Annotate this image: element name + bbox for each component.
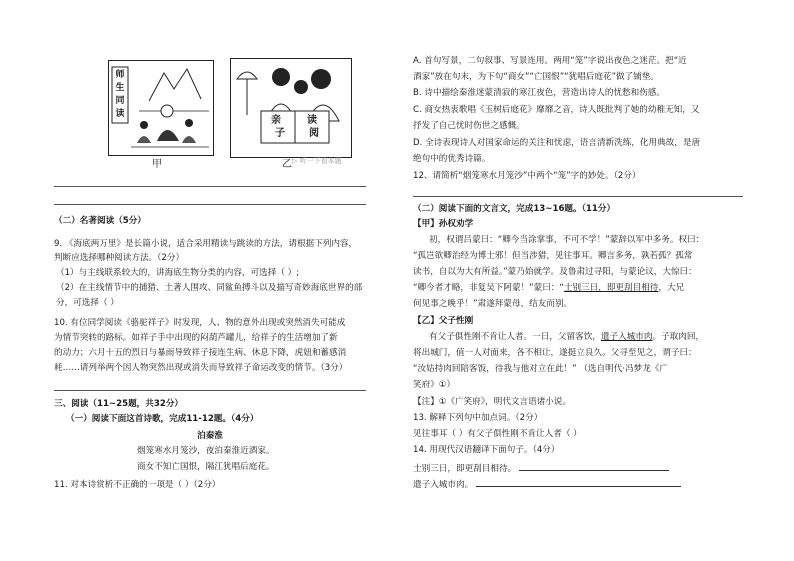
q13-question: 13. 解释下列句中加点词。（2分）	[413, 413, 543, 423]
passage-yi-line3: “汝姑持肉回陪客饭，待我与他对立在此！” （选自明代·冯梦龙《广	[413, 364, 668, 374]
poem-line2: 商女不知亡国恨，隔江犹唱后庭花。	[137, 462, 275, 472]
answer-line[interactable]	[476, 476, 681, 487]
q9-line2: 判断应选择哪种阅读方法。（2分）	[54, 253, 185, 263]
q11-option-a-line1: A. 首句写景，二句叙事、写景连用。两用“笼”字说出夜色之迷茫。把“近	[413, 56, 687, 66]
answer-line[interactable]	[54, 186, 366, 187]
passage-yi-line2: 将出城门，值一人对面来，各不相让，遂挺立良久。父寻至见之，谓子曰：	[413, 348, 697, 358]
figure-jia-caption: 甲	[152, 159, 162, 170]
book-text-left: 亲	[271, 115, 281, 126]
passage-yi-title: 【乙】父子性刚	[413, 316, 474, 326]
figure-yi-caption: 乙	[282, 159, 292, 170]
section-mingzhu-title: （二）名著阅读（5分）	[54, 216, 146, 226]
q14-question: 14. 用现代汉语翻译下面句子。（4分）	[413, 445, 560, 455]
answer-line[interactable]	[54, 390, 366, 391]
q9-sub2a: （2）在主线情节中的捕猎、土著人围攻、同鲨鱼搏斗以及描写奇妙海底世界的部	[56, 283, 363, 293]
q11-option-c-line1: C. 商女热衷歌唱《玉树后庭花》靡靡之音，诗人既批判了她的幼稚无知，又	[413, 105, 700, 115]
figure-yi	[230, 58, 352, 158]
passage-yi-line4: 笑府》①）	[413, 380, 456, 390]
q11-option-d-line2: 绝句中的优秀诗篇。	[413, 154, 491, 164]
figure-jia-sign: 师 生 同 读	[115, 70, 125, 119]
q11-option-b: B. 诗中描绘秦淮迷蒙清寂的寒江夜色，营造出诗人的忧愁和伤感。	[413, 88, 665, 98]
passage-jia-line2: “孤岂欲卿治经为博士邪！但当涉猎，见往事耳。卿言多务，孰若孤？孤常	[413, 251, 693, 261]
q10-line1: 10. 有位同学阅读《骆驼祥子》时发现，人、物的意外出现或突然消失可能成	[54, 318, 346, 328]
figure-watermark: ▷ 听一下看本题	[292, 157, 342, 165]
passage-yi-line1: 有父子俱性刚不肯让人者。一日，父留客饮，遣子入城市肉。子取肉回，	[429, 332, 705, 342]
answer-line[interactable]	[54, 204, 366, 205]
section-classical-title: （二）阅读下面的文言文，完成13~16题。（11分）	[413, 204, 616, 214]
q14-sentence-1: 士别三日，即更刮目相待。	[413, 460, 669, 477]
q14-sentence-2: 遣子入城市肉。	[413, 476, 681, 493]
poem-line1: 烟笼寒水月笼沙，夜泊秦淮近酒家。	[137, 446, 275, 456]
passage-jia-title: 【甲】孙权劝学	[413, 219, 474, 229]
passage-note: 【注】①《广笑府》，明代文言语诸小说。	[413, 397, 572, 407]
q10-line4: 耗……请列举两个因人物突然出现或消失而导致祥子命运改变的情节。（3分）	[54, 363, 348, 373]
q12-question: 12、请简析“烟笼寒水月笼沙”中两个“笼”字的妙处。（2分）	[413, 171, 641, 181]
passage-jia-line1: 初，权谓吕蒙曰：“卿今当涂掌事，不可不学！”蒙辞以军中多务。权曰：	[429, 235, 705, 245]
underlined-sentence: 遣子入城市肉	[600, 332, 653, 342]
answer-line[interactable]	[519, 460, 669, 471]
q9-line1: 9. 《海底两万里》是长篇小说，适合采用精读与跳读的方法，请根据下列内容，	[54, 239, 358, 249]
q11-option-c-line2: 抒发了自己忧时伤世之感慨。	[413, 121, 525, 131]
passage-jia-line3: 读书，自以为大有所益。”蒙乃始就学。及鲁肃过寻阳，与蒙论议，大惊曰：	[413, 267, 697, 277]
q10-line2: 为情节突转的路标。如祥子手中出现的闷葫芦罐儿，给祥子的生活增加了新	[54, 333, 338, 343]
passage-jia-line4: “卿今者才略，非复吴下阿蒙！”蒙曰：“士别三日，即更刮目相待，大兄	[413, 283, 685, 293]
passage-jia-line5: 何见事之晚乎！”肃遂拜蒙母，结友而别。	[413, 299, 573, 309]
q9-sub1: （1）与主线联系较大的，讲海底生物分类的内容，可选择（ ）;	[56, 268, 300, 278]
q11-option-a-line2: 酒家”放在句末，为下句“商女”“亡国恨”“犹唱后庭花”做了铺垫。	[413, 72, 660, 82]
underlined-sentence: 士别三日，即更刮目相待	[563, 283, 659, 293]
play-icon: ▷	[292, 157, 298, 165]
book-text-right: 读	[307, 115, 317, 126]
figure-yi-illustration	[231, 59, 351, 157]
q9-sub2b: 分，可选择（ ）	[56, 298, 119, 308]
q11-option-d-line1: D. 全诗表现诗人对国家命运的关注和忧虑，语言清新洗练，化用典故，是唐	[413, 138, 701, 148]
figure-jia	[108, 60, 214, 156]
book-text-bottom-left: 子	[275, 128, 285, 139]
book-text-bottom-right: 阅	[309, 128, 319, 139]
answer-line[interactable]	[413, 196, 743, 197]
poem-intro: （一）阅读下面这首诗歌，完成11-12题。（4分）	[66, 414, 259, 424]
q10-line3: 的动力；六月十五的烈日与暴雨导致祥子接连生病、休息下降，虎妞和蓄感消	[54, 348, 347, 358]
q13-items: 见往事耳（ ）有父子俱性刚不肯让人者（ ）	[413, 429, 582, 439]
poem-title: 泊秦淮	[197, 431, 223, 441]
section-reading-title: 三、阅读（11~25题，共32分）	[54, 399, 184, 409]
q11-question: 11. 对本诗赏析不正确的一项是（ ）（2分）	[54, 480, 221, 490]
